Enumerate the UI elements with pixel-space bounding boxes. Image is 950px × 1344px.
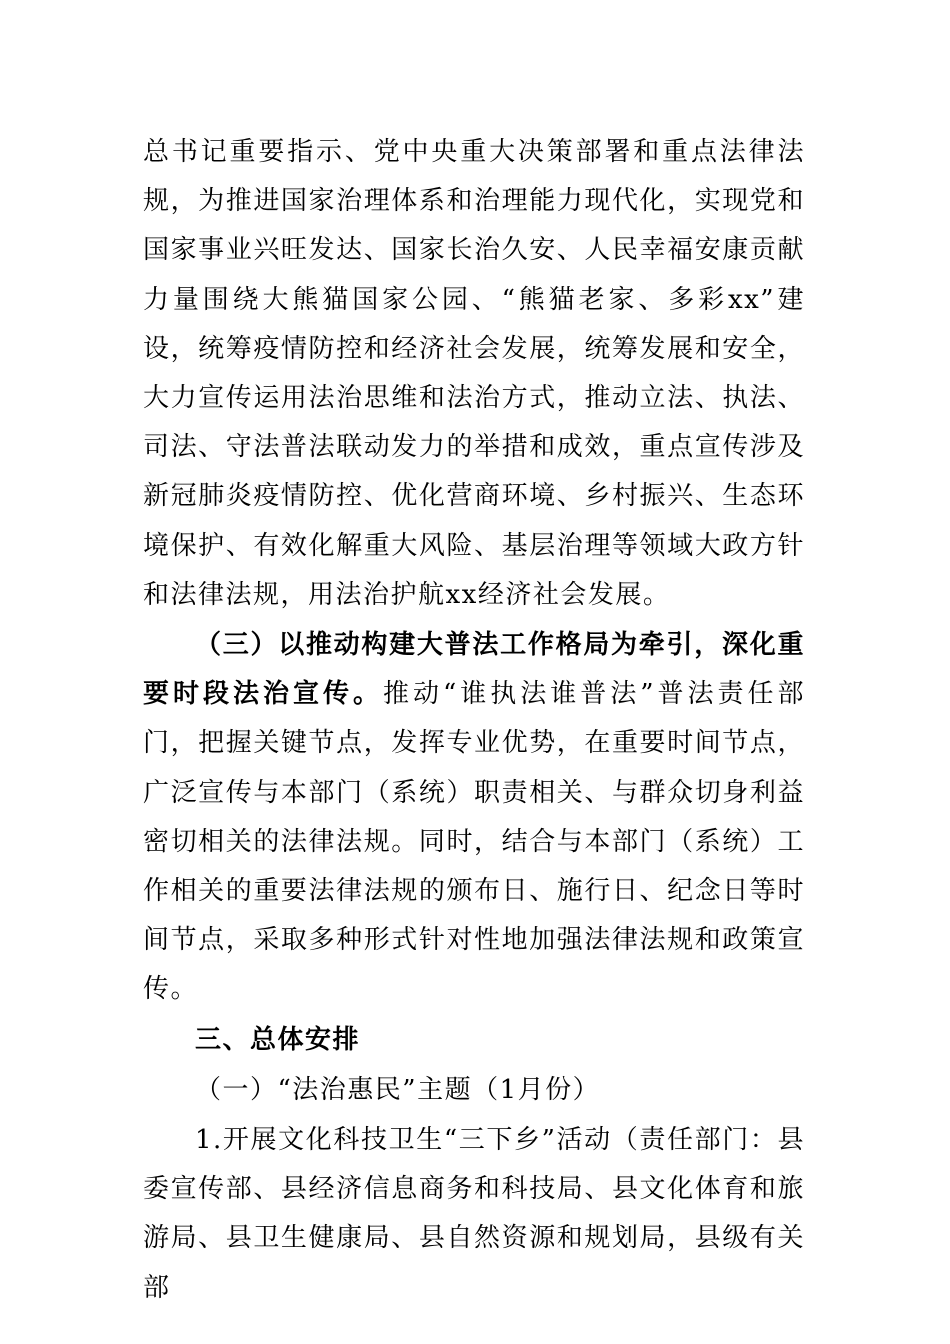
list-item-1: 1.开展文化科技卫生“三下乡”活动（责任部门：县委宣传部、县经济信息商务和科技局、县文化体育和旅游局、县卫生健康局、县自然资源和规划局，县级有关部 xyxy=(143,1125,805,1303)
document-body xyxy=(143,128,805,1313)
paragraph-policy-publicity xyxy=(143,128,805,620)
paragraph-key-period-publicity xyxy=(143,621,805,1015)
section-heading: 三、总体安排 xyxy=(195,1024,361,1055)
subsection-heading: （一）“法治惠民”主题（1月份） xyxy=(195,1074,601,1105)
paragraph-text: 推动“谁执法谁普法”普法责任部门，把握关键节点，发挥专业优势，在重要时间节点，广泛宣传与本部门（系统）职责相关、与群众切身利益密切相关的法律法规。同时，结合与本部门（系统）工作相关的重要法律法规的颁布日、施行日、纪念日等时间节点，采取多种形式针对性地加强法律法规和政策宣传。 xyxy=(143,679,805,1005)
paragraph-lead-heading: （三）以推动构建大普法工作格局为牵引，深化重要时段法治宣传。 xyxy=(143,630,805,710)
paragraph-text: 总书记重要指示、党中央重大决策部署和重点法律法规，为推进国家治理体系和治理能力现代化，实现党和国家事业兴旺发达、国家长治久安、人民幸福安康贡献力量围绕大熊猫国家公园、“熊猫老家、多彩xx”建设，统筹疫情防控和经济社会发展，统筹发展和安全，大力宣传运用法治思维和法治方式，推动立法、执法、司法、守法普法联动发力的举措和成效，重点宣传涉及新冠肺炎疫情防控、优化营商环境、乡村振兴、生态环境保护、有效化解重大风险、基层治理等领域大政方针和法律法规，用法治护航xx经济社会发展。 xyxy=(143,137,805,610)
